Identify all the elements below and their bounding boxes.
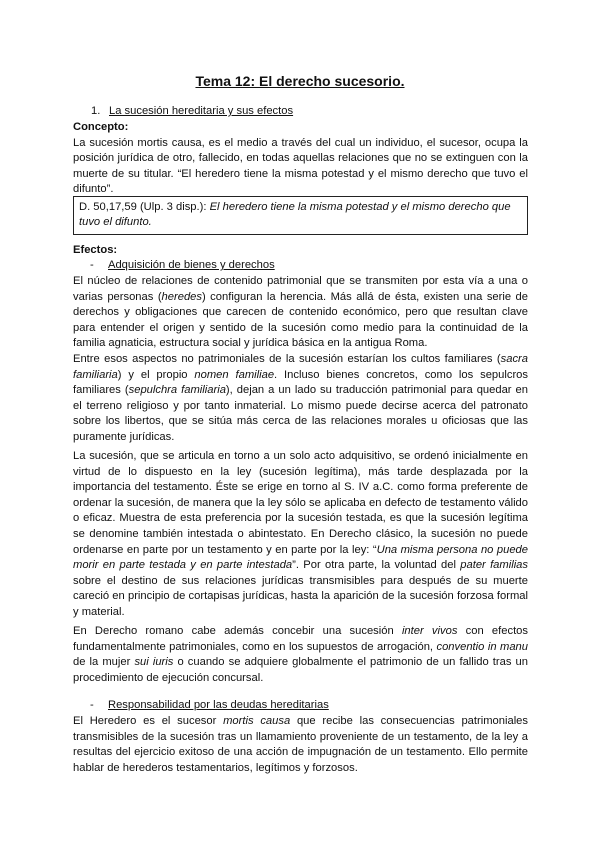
concepto-heading: Concepto: [73, 121, 129, 133]
section-1-heading [73, 104, 528, 120]
text-run-italic: pater familias [460, 559, 528, 572]
paragraph-no-patrimoniales [73, 352, 528, 446]
section-title: La sucesión hereditaria y sus efectos [109, 105, 294, 117]
text-run-italic: inter vivos [401, 625, 458, 637]
efectos-heading-text: Efectos: [73, 244, 118, 256]
section-number: 1. [91, 105, 101, 117]
text-run: sobre el destino de sus relaciones jurídicas transmisibles para después de su muerte careció en principio de cortapisas jurídicas, hasta la aparición de la sucesión forzosa formal y material. [73, 574, 528, 618]
concepto-block [73, 120, 528, 198]
text-run: que recibe las consecuencias patrimoniales transmisibles de la sucesión tras un llamamiento proveniente de un testamento, de la ley a resultas del ejercicio exitoso de una acción de impugnación de un testamento. Ello permite hablar de herederos testamentarios, legítimos y forzosos. [73, 715, 528, 774]
efectos-paragraphs-1 [73, 274, 528, 446]
text-run: Entre esos aspectos no patrimoniales de la sucesión estarían los cultos familiares ( [73, 352, 501, 365]
paragraph-herencia [73, 274, 528, 352]
text-run-italic: sepulchra familiaria [128, 384, 226, 397]
concepto-text: La sucesión mortis causa, es el medio a través del cual un individuo, el sucesor, ocupa la posición jurídica de otro, fallecido, en todas aquellas relaciones que no se extinguen con la muerte de su titular. “El heredero tiene la misma potestad y el mismo derecho que tuvo el difunto”. [73, 136, 528, 196]
text-run: de la mujer [73, 656, 135, 669]
text-run: ”. Por otra parte, la voluntad del [292, 559, 461, 572]
paragraph-heredero [73, 714, 528, 776]
text-run-italic: sui iuris [134, 656, 174, 669]
text-run: ) y el propio [117, 368, 195, 381]
bullet-responsabilidad [90, 698, 329, 714]
paragraph-inter-vivos [73, 624, 528, 686]
text-run: con efectos fundamentalmente patrimoniales, como en los supuestos de arrogación, [73, 625, 528, 653]
page-title: Tema 12: El derecho sucesorio. [195, 73, 405, 89]
text-run-italic: mortis causa [223, 715, 291, 727]
bullet-label: Adquisición de bienes y derechos [108, 259, 275, 271]
text-run-italic: heredes [161, 290, 202, 303]
paragraph-testamento [73, 449, 528, 621]
efectos-heading [73, 243, 528, 259]
text-run: o cuando se adquiere globalmente el patrimonio de un fallido tras un procedimiento de ejecución concursal. [73, 656, 528, 684]
bullet-dash: - [90, 699, 94, 711]
text-run: En Derecho romano cabe además concebir una sucesión [73, 625, 402, 637]
quote-reference: D. 50,17,59 (Ulp. 3 disp.): [79, 201, 207, 213]
bullet-dash: - [90, 259, 94, 271]
text-run-italic: Una misma persona no puede morir en parte testada y en parte intestada [73, 543, 528, 572]
bullet-adquisicion [90, 258, 275, 274]
text-run: . Incluso bienes concretos, como los sepulcros familiares ( [73, 368, 528, 397]
text-run-italic: sacra familiaria [73, 352, 528, 381]
quote-box [73, 196, 528, 235]
text-run: El Heredero es el sucesor [73, 715, 224, 727]
text-run-italic: conventio in manu [436, 640, 528, 653]
text-run-italic: nomen familiae [194, 368, 275, 381]
bullet-label: Responsabilidad por las deudas hereditarias [108, 699, 329, 711]
text-run: La sucesión, que se articula en torno a un solo acto adquisitivo, se ordenó inicialmente en virtud de lo dispuesto en la ley (sucesión legítima), más tarde desplazada por la importancia del testamento. Éste se erige en torno al S. IV a.C. como forma preferente de ordenar la sucesión, de manera que la ley sólo se aplicaba en defecto de testamento válido o eficaz. Muestra de esta preferencia por la sucesión testada, es que la sucesión legítima se denomine también intestada o abintestato. En Derecho clásico, la sucesión no puede ordenarse en parte por un testamento y en parte por la ley: “ [73, 450, 528, 556]
quote-text: El heredero tiene la misma potestad y el mismo derecho que tuvo el difunto. [79, 201, 511, 228]
text-run: ), dejan a un lado su traducción patrimonial para quedar en el terreno religioso y por tanto inmaterial. Lo mismo puede decirse acerca del patronato sobre los libertos, que se sitúa más cerca de las relaciones morales u oficiosas que las puramente jurídicas. [73, 384, 528, 443]
text-run: El núcleo de relaciones de contenido patrimonial que se transmiten por esta vía a una o varias personas ( [73, 275, 528, 303]
text-run: ) configuran la herencia. Más allá de ésta, existen una serie de derechos y obligaciones que carecen de contenido económico, pero que resultan clave para entender el origen y sentido de la sucesión como medio para la continuidad de la familia agnaticia, estructura social y jurídica básica en la antigua Roma. [73, 290, 528, 350]
